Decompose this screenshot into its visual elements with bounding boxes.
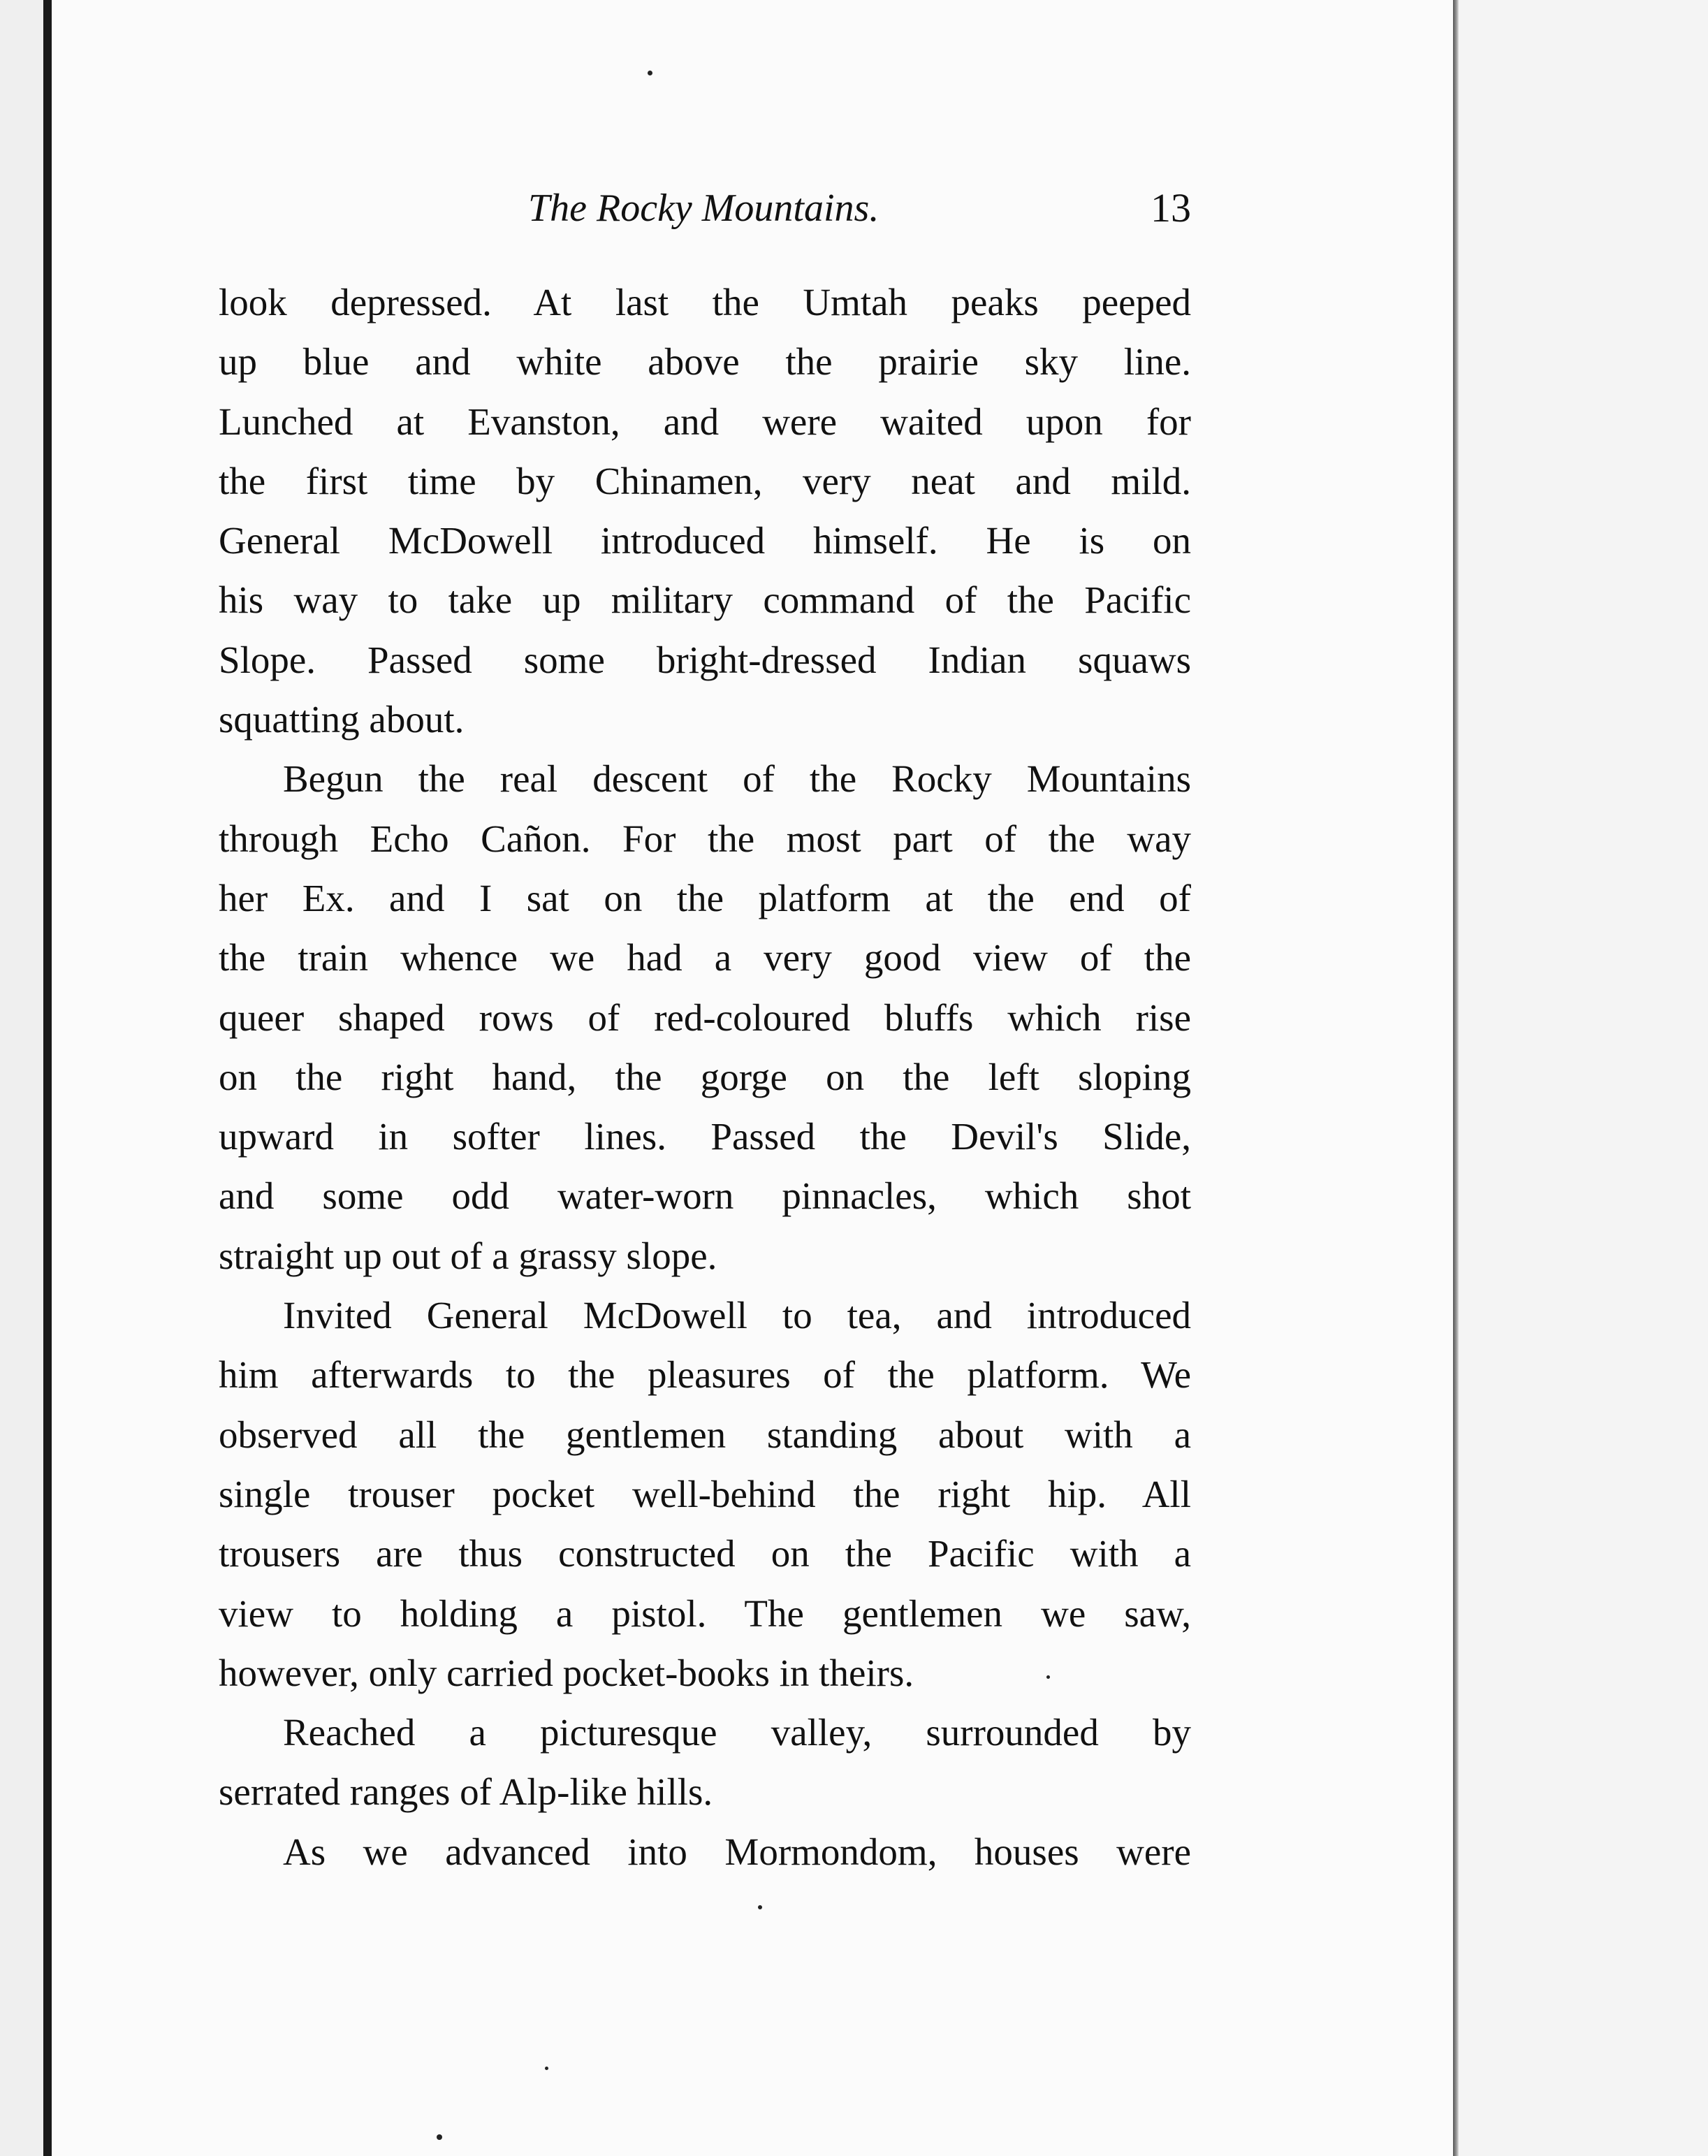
page-fold (1453, 0, 1459, 2156)
text-line: the train whence we had a very good view of the (219, 936, 1191, 979)
text-line: queer shaped rows of red-coloured bluffs which rise (219, 996, 1191, 1039)
text-line: single trouser pocket well-behind the right hip. All (219, 1472, 1191, 1515)
text-line: him afterwards to the pleasures of the platform. We (219, 1353, 1191, 1397)
text-line: trousers are thus constructed on the Pacific with a (219, 1532, 1191, 1575)
page-left-edge (43, 0, 52, 2156)
page-header (219, 180, 1191, 236)
print-speck (545, 2067, 548, 2070)
text-line: Begun the real descent of the Rocky Mountains (283, 757, 1191, 801)
text-line: and some odd water-worn pinnacles, which shot (219, 1174, 1191, 1218)
running-title: The Rocky Mountains. (528, 187, 879, 230)
text-line: upward in softer lines. Passed the Devil's Slide, (219, 1115, 1191, 1158)
text-line: on the right hand, the gorge on the left sloping (219, 1055, 1191, 1098)
text-line: observed all the gentlemen standing about with a (219, 1413, 1191, 1456)
text-line: serrated ranges of Alp-like hills. (219, 1770, 713, 1814)
text-line: her Ex. and I sat on the platform at the end of (219, 876, 1191, 919)
facing-page-edge (1459, 0, 1708, 2156)
text-line: Reached a picturesque valley, surrounded by (283, 1711, 1191, 1754)
print-speck (437, 2134, 442, 2140)
text-line: through Echo Cañon. For the most part of the way (219, 817, 1191, 860)
text-line: Lunched at Evanston, and were waited upon for (219, 400, 1191, 443)
text-line: look depressed. At last the Umtah peaks peeped (219, 281, 1191, 323)
text-line: Slope. Passed some bright-dressed Indian squaws (219, 638, 1191, 681)
print-speck (648, 71, 652, 75)
print-speck (758, 1905, 762, 1909)
text-line: the first time by Chinamen, very neat and mild. (219, 459, 1191, 502)
text-line: however, only carried pocket-books in theirs. (219, 1651, 914, 1694)
text-line: Invited General McDowell to tea, and introduced (283, 1294, 1191, 1337)
text-line: his way to take up military command of the Pacific (219, 578, 1191, 622)
text-line: view to holding a pistol. The gentlemen we saw, (219, 1591, 1191, 1635)
text-line: squatting about. (219, 698, 465, 741)
text-line: straight up out of a grassy slope. (219, 1234, 717, 1277)
body-text (219, 272, 1191, 1881)
text-line: General McDowell introduced himself. He is on (219, 519, 1191, 562)
text-line: up blue and white above the prairie sky line. (219, 340, 1191, 384)
page-number: 13 (1151, 185, 1191, 231)
text-line: As we advanced into Mormondom, houses were (283, 1830, 1191, 1873)
